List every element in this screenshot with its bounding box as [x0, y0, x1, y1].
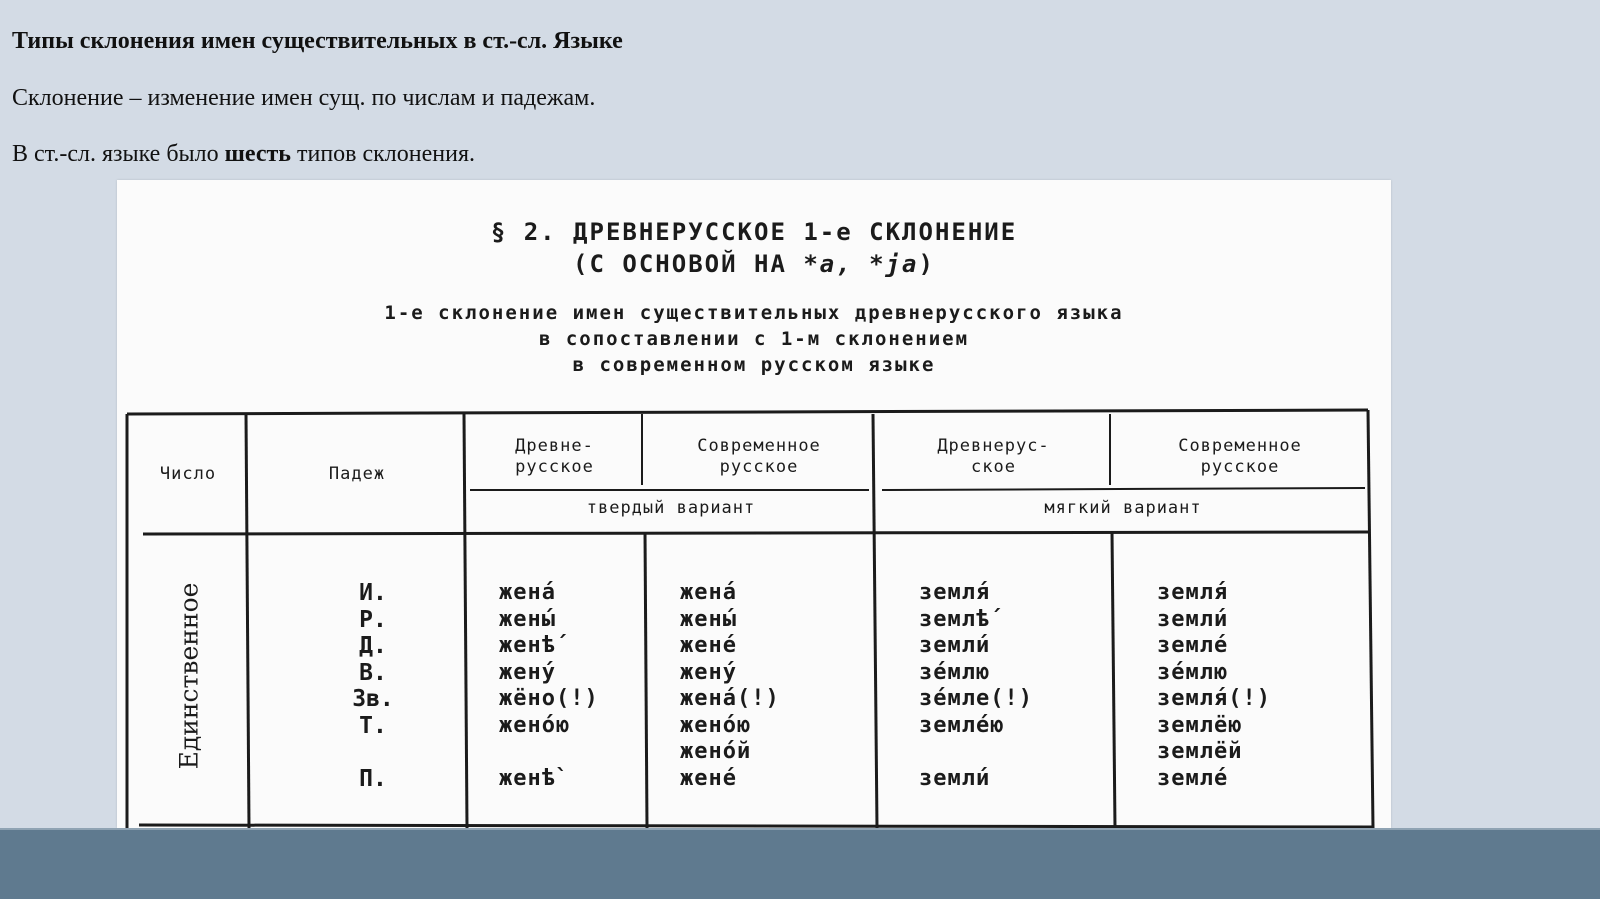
- mod-soft-cell: земля́(!): [1157, 686, 1271, 711]
- declension-count-text: [12, 141, 475, 168]
- old-hard-cell: жёно(!): [499, 686, 599, 711]
- scanned-table-image: [117, 180, 1391, 828]
- old-hard-cell: женѣ́: [499, 633, 556, 658]
- old-soft-cell: [919, 739, 1033, 766]
- footer-bar: [0, 830, 1600, 899]
- cases-cell: Т.: [359, 712, 387, 739]
- mod-soft-cell: земля́: [1157, 580, 1229, 605]
- cases-cell: Р.: [359, 606, 387, 633]
- old-soft-cell: зéмле(!): [919, 686, 1033, 711]
- old-hard-cell: жена́: [499, 580, 556, 605]
- old-soft-cell: землéю: [919, 712, 1005, 738]
- line2-bold: шесть: [224, 141, 291, 167]
- mod-hard-cell: жене́: [680, 765, 737, 791]
- old-russian-hard-column: [499, 580, 599, 792]
- mod-hard-cell: жене́: [680, 633, 737, 658]
- header-modern-russian-hard: Современное русское: [697, 436, 821, 477]
- scan-subtitle-3: в современном русском языке: [572, 354, 936, 376]
- slide-heading: Типы склонения имен существительных в ст.-сл. Языке: [12, 28, 623, 54]
- mod-soft-cell: земле́: [1157, 765, 1229, 791]
- cases-cell: Д.: [359, 633, 387, 659]
- case-column: [323, 580, 423, 792]
- old-soft-cell: зéмлю: [919, 659, 991, 685]
- mod-soft-cell: земли́: [1157, 606, 1229, 632]
- old-hard-cell: [499, 739, 599, 766]
- mod-hard-cell: жены́: [680, 606, 737, 632]
- modern-russian-hard-column: [680, 580, 780, 792]
- old-hard-cell: женѣ̀: [499, 765, 556, 791]
- mod-hard-cell: женóю: [680, 712, 752, 738]
- cases-cell: В.: [359, 659, 387, 686]
- mod-hard-cell: женóй: [680, 739, 752, 764]
- mod-hard-cell: жена́: [680, 580, 737, 605]
- header-old-russian-soft: Древнерус- ское: [937, 436, 1050, 477]
- old-hard-cell: жены́: [499, 606, 556, 632]
- stem-prefix: (С ОСНОВОЙ НА: [573, 250, 804, 278]
- definition-text: Склонение – изменение имен сущ. по числам и падежам.: [12, 85, 596, 111]
- header-modern-russian-soft: Современное русское: [1178, 436, 1302, 477]
- scan-title: § 2. ДРЕВНЕРУССКОЕ 1-е СКЛОНЕНИЕ: [490, 218, 1018, 246]
- header-soft-variant: мягкий вариант: [1044, 498, 1202, 518]
- header-case: Падеж: [328, 464, 386, 484]
- header-old-russian-hard: Древне- русское: [515, 436, 594, 477]
- old-hard-cell: женóю: [499, 712, 571, 738]
- stem-value: *а, *ja: [803, 250, 919, 278]
- old-soft-cell: землѣ́: [919, 606, 991, 632]
- header-hard-variant: твердый вариант: [586, 498, 756, 518]
- mod-hard-cell: жена́(!): [680, 686, 780, 711]
- scan-subtitle-1: 1-е склонение имен существительных древнерусского языка: [384, 302, 1124, 324]
- cases-cell: П.: [359, 765, 387, 792]
- line2-end: типов склонения.: [290, 141, 476, 167]
- mod-soft-cell: земле́: [1157, 633, 1229, 658]
- line2-start: В ст.-сл. языке было: [12, 141, 225, 167]
- mod-hard-cell: жену́: [680, 659, 737, 685]
- old-soft-cell: земли́: [919, 633, 991, 658]
- modern-russian-soft-column: [1157, 580, 1271, 792]
- old-hard-cell: жену́: [499, 659, 556, 685]
- scan-subtitle-2: в сопоставлении с 1-м склонением: [538, 328, 970, 350]
- mod-soft-cell: зéмлю: [1157, 659, 1229, 685]
- mod-soft-cell: землёю: [1157, 712, 1243, 738]
- cases-cell: Зв.: [352, 686, 394, 712]
- cases-cell: [323, 739, 423, 766]
- cases-cell: И.: [359, 580, 387, 606]
- number-singular-label: Единственное: [174, 582, 204, 770]
- mod-soft-cell: землёй: [1157, 739, 1243, 764]
- old-russian-soft-column: [919, 580, 1033, 792]
- old-soft-cell: земля́: [919, 580, 991, 605]
- header-number: Число: [159, 464, 217, 484]
- stem-suffix: ): [918, 250, 935, 278]
- old-soft-cell: земли́: [919, 765, 991, 791]
